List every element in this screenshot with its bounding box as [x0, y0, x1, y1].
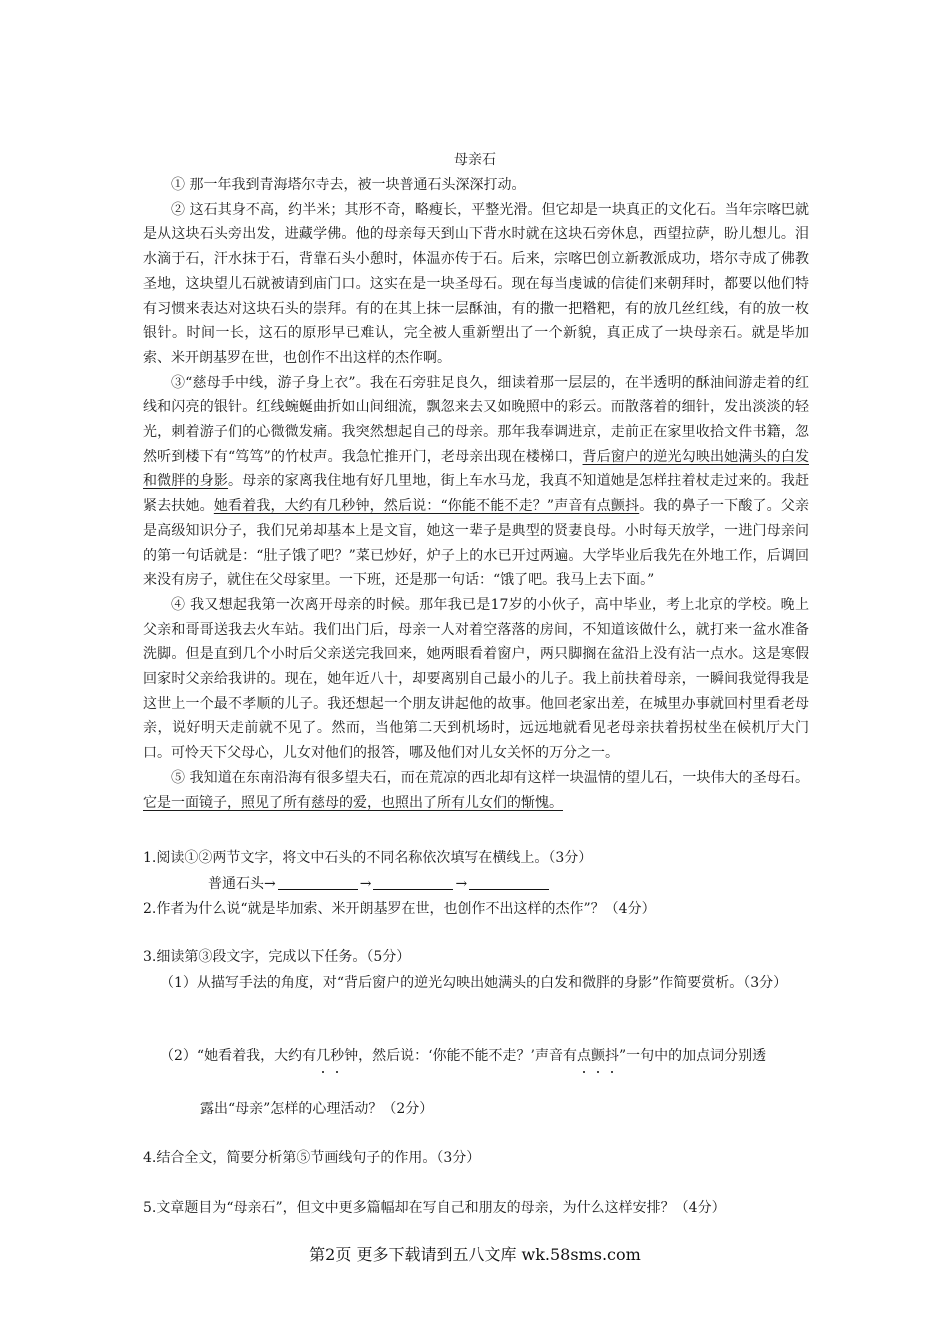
page-footer: 第2页 更多下载请到五八文库 wk.58sms.com [309, 1245, 641, 1264]
q3-2-text-c: ”一句中的加点词分别透 [618, 1048, 767, 1064]
question-3: 3.细读第③段文字，完成以下任务。（5分） [143, 949, 411, 965]
q1-start-label: 普通石头 [208, 876, 264, 892]
dotted-chars-1 [316, 1048, 344, 1064]
question-2: 2.作者为什么说“就是毕加索、米开朗基罗在世，也创作不出这样的杰作”？（4分） [143, 901, 656, 917]
answer-blank-3[interactable] [469, 875, 549, 890]
article-title: 母亲石 [454, 152, 496, 168]
question-3-1: （1）从描写手法的角度，对“背后窗户的逆光勾映出她满头的白发和微胖的身影”作简要赏析。（3分） [160, 975, 788, 991]
underlined-sentence-silhouette: 背后窗户的逆光勾映出她满头的白发和微胖的身影 [143, 448, 809, 490]
dotted-chars-2 [577, 1048, 619, 1064]
underlined-sentence-voice: 她看着我，大约有几秒钟，然后说：“你能不能不走？”声音有点颤抖 [213, 498, 640, 515]
arrow-3: → [455, 876, 468, 892]
arrow-2: → [359, 876, 372, 892]
dotted-char: 抖 [605, 1044, 619, 1068]
question-1-answer-line [208, 872, 878, 896]
paragraph-4: ④ 我又想起我第一次离开母亲的时候。那年我已是17岁的小伙子，高中毕业，考上北京的学校。晚上父亲和哥哥送我去火车站。我们出门后，母亲一人对着空落落的房间，不知道该做什么，就打来一盆水准备洗脚。但是直到几个小时后父亲送完我回来，她两眼看着窗户，两只脚搁在盆沿上没有沾一点水。这是寒假回家时父亲给我讲的。现在，她年近八十，却要离别自己最小的儿子。我上前扶着母亲，一瞬间我觉得我是这世上一个最不孝顺的儿子。我还想起一个朋友讲起他的故事。他回老家出差，在城里办事就回村里看老母亲，说好明天走前就不见了。然而，当他第二天到机场时，远远地就看见老母亲扶着拐杖坐在候机厅大门口。可怜天下父母心，儿女对他们的报答，哪及他们对儿女关怀的万分之一。 [143, 596, 809, 762]
question-3-2 [160, 1044, 810, 1068]
article-body [143, 173, 809, 815]
paragraph-5 [143, 766, 809, 815]
paragraph-5-text: ⑤ 我知道在东南沿海有很多望夫石，而在荒凉的西北却有这样一块温情的望儿石，一块伟大的圣母石。 [171, 769, 809, 786]
paragraph-1: ① 那一年我到青海塔尔寺去，被一块普通石头深深打动。 [171, 177, 526, 193]
paragraph-3-text-c: 。我的鼻子一下酸了。父亲是高级知识分子，我们兄弟却基本上是文盲，她这一辈子是典型的贤妻良母。小时每天放学，一进门母亲问的第一句话就是：“肚子饿了吧？”菜已炒好，炉子上的水已开过两遍。大学毕业后我先在外地工作，后调回来没有房子，就住在父母家里。一下班，还是那一句话：“饿了吧。我马上去下面。” [143, 498, 809, 589]
dotted-char: 秒 [330, 1044, 344, 1068]
question-3-2-line-2: 露出“母亲”怎样的心理活动？（2分） [200, 1101, 434, 1117]
emphasis-dotted-word-1 [316, 1048, 344, 1064]
underlined-sentence-mirror: 它是一面镜子，照见了所有慈母的爱，也照出了所有儿女们的惭愧。 [143, 794, 563, 811]
dotted-char: 点 [577, 1044, 591, 1068]
paragraph-3-text-a: ③“慈母手中线，游子身上衣”。我在石旁驻足良久，细读着那一层层的，在半透明的酥油间游走着的红线和闪亮的银针。红线蜿蜒曲折如山间细流，飘忽来去又如晚照中的彩云。而散落着的细针，发出淡淡的轻光，刺着游子们的心微微发痛。我突然想起自己的母亲。那年我奉调进京，走前正在家里收拾文件书籍，忽然听到楼下有“笃笃”的竹杖声。我急忙推开门，老母亲出现在楼梯口， [143, 374, 809, 465]
dotted-char: 几 [316, 1044, 330, 1068]
paragraph-3-text-b: 。母亲的家离我住地有好几里地，街上车水马龙，我真不知道她是怎样拄着杖走过来的。我赶紧去扶她。 [143, 473, 810, 515]
answer-blank-1[interactable] [278, 875, 358, 890]
arrow-1: → [264, 876, 276, 892]
paragraph-3 [143, 371, 809, 593]
question-4: 4.结合全文，简要分析第⑤节画线句子的作用。（3分） [143, 1150, 481, 1166]
q3-2-text-b: 钟，然后说：‘你能不能不走？’声音有 [344, 1048, 577, 1064]
question-1: 1.阅读①②两节文字，将文中石头的不同名称依次填写在横线上。（3分） [143, 850, 593, 866]
question-5: 5.文章题目为“母亲石”，但文中更多篇幅却在写自己和朋友的母亲，为什么这样安排？（4分） [143, 1200, 726, 1216]
paragraph-2: ② 这石其身不高，约半米；其形不奇，略瘦长，平整光滑。但它却是一块真正的文化石。当年宗喀巴就是从这块石头旁出发，进藏学佛。他的母亲每天到山下背水时就在这块石旁休息，西望拉萨，盼儿想儿。泪水滴于石，汗水抹于石，背靠石头小憩时，体温亦传于石。后来，宗喀巴创立新教派成功，塔尔寺成了佛教圣地，这块望儿石就被请到庙门口。这实在是一块圣母石。现在每当虔诚的信徒们来朝拜时，都要以他们特有习惯来表达对这块石头的崇拜。有的在其上抹一层酥油，有的撒一把糌粑，有的放几丝红线，有的放一枚银针。时间一长，这石的原形早已难认，完全被人重新塑出了一个新貌，真正成了一块母亲石。就是毕加索、米开朗基罗在世，也创作不出这样的杰作啊。 [143, 201, 809, 366]
answer-blank-2[interactable] [373, 875, 453, 890]
q3-2-text-a: （2）“她看着我，大约有 [160, 1048, 317, 1064]
dotted-char: 颤 [591, 1044, 605, 1068]
